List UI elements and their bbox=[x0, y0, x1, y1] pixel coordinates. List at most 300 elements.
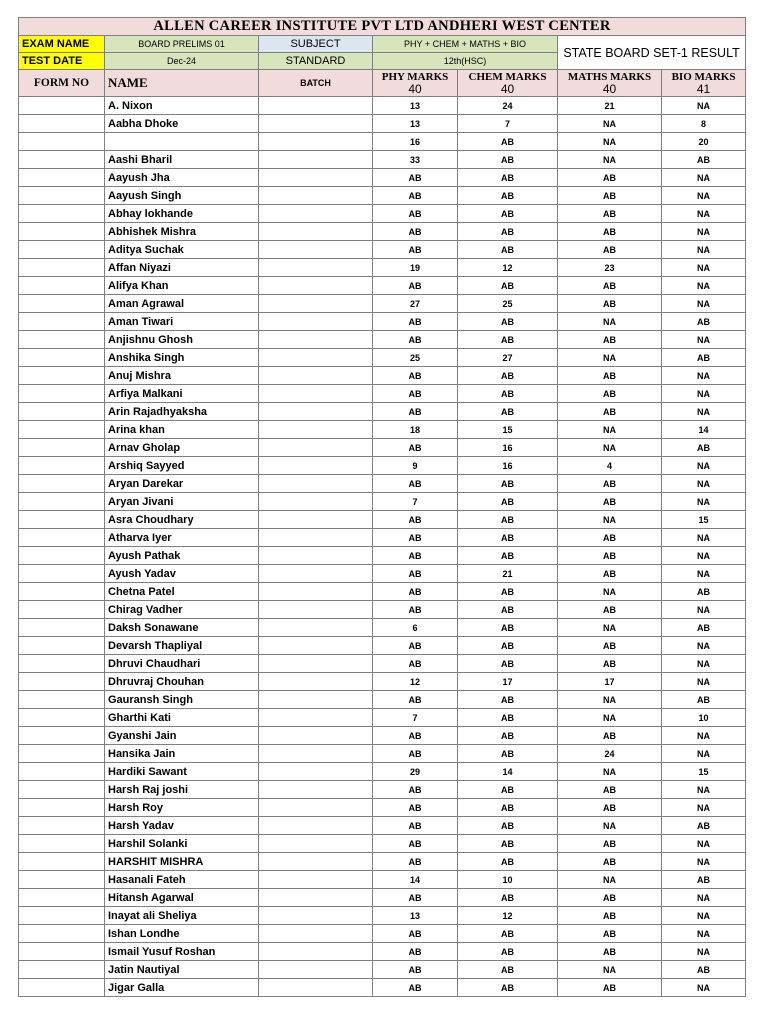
table-row bbox=[19, 637, 746, 655]
batch-cell bbox=[259, 799, 373, 817]
maths-marks: NA bbox=[558, 817, 662, 835]
student-name: Harsh Roy bbox=[105, 799, 259, 817]
table-row bbox=[19, 907, 746, 925]
maths-marks: NA bbox=[558, 691, 662, 709]
student-name: Hitansh Agarwal bbox=[105, 889, 259, 907]
bio-marks: NA bbox=[662, 295, 746, 313]
batch-cell bbox=[259, 745, 373, 763]
chem-marks: AB bbox=[458, 925, 558, 943]
form-no-cell bbox=[19, 385, 105, 403]
chem-marks: AB bbox=[458, 493, 558, 511]
chem-marks: AB bbox=[458, 835, 558, 853]
maths-marks: AB bbox=[558, 547, 662, 565]
student-name: Aryan Jivani bbox=[105, 493, 259, 511]
student-name: HARSHIT MISHRA bbox=[105, 853, 259, 871]
batch-cell bbox=[259, 331, 373, 349]
table-row bbox=[19, 961, 746, 979]
batch-cell bbox=[259, 313, 373, 331]
phy-header-label: PHY MARKS bbox=[381, 71, 449, 83]
chem-marks: AB bbox=[458, 781, 558, 799]
phy-marks: 9 bbox=[373, 457, 458, 475]
student-name: Aman Tiwari bbox=[105, 313, 259, 331]
batch-cell bbox=[259, 763, 373, 781]
chem-marks: AB bbox=[458, 169, 558, 187]
form-no-cell bbox=[19, 223, 105, 241]
bio-marks: AB bbox=[662, 439, 746, 457]
table-row bbox=[19, 403, 746, 421]
student-name: Gyanshi Jain bbox=[105, 727, 259, 745]
chem-marks: 16 bbox=[458, 439, 558, 457]
student-name: Hasanali Fateh bbox=[105, 871, 259, 889]
student-name: Ayush Yadav bbox=[105, 565, 259, 583]
bio-marks: AB bbox=[662, 961, 746, 979]
chem-marks: AB bbox=[458, 637, 558, 655]
form-no-cell bbox=[19, 187, 105, 205]
batch-cell bbox=[259, 403, 373, 421]
table-row bbox=[19, 655, 746, 673]
student-name: Aryan Darekar bbox=[105, 475, 259, 493]
maths-marks: NA bbox=[558, 511, 662, 529]
maths-marks: AB bbox=[558, 781, 662, 799]
student-name: Hardiki Sawant bbox=[105, 763, 259, 781]
batch-cell bbox=[259, 547, 373, 565]
student-name: Aashi Bharil bbox=[105, 151, 259, 169]
bio-marks: NA bbox=[662, 367, 746, 385]
batch-cell bbox=[259, 871, 373, 889]
maths-marks: NA bbox=[558, 709, 662, 727]
form-no-cell bbox=[19, 799, 105, 817]
chem-marks: 12 bbox=[458, 907, 558, 925]
form-no-cell bbox=[19, 439, 105, 457]
student-name: Aditya Suchak bbox=[105, 241, 259, 259]
chem-marks: 15 bbox=[458, 421, 558, 439]
bio-marks: NA bbox=[662, 403, 746, 421]
maths-marks: 23 bbox=[558, 259, 662, 277]
phy-marks: 7 bbox=[373, 709, 458, 727]
chem-marks: AB bbox=[458, 223, 558, 241]
batch-cell bbox=[259, 223, 373, 241]
chem-marks: AB bbox=[458, 367, 558, 385]
table-row bbox=[19, 781, 746, 799]
table-row bbox=[19, 295, 746, 313]
phy-max: 40 bbox=[408, 82, 422, 96]
student-name: Anjishnu Ghosh bbox=[105, 331, 259, 349]
batch-cell bbox=[259, 205, 373, 223]
phy-marks: AB bbox=[373, 637, 458, 655]
bio-marks: NA bbox=[662, 277, 746, 295]
chem-marks: AB bbox=[458, 745, 558, 763]
maths-marks: AB bbox=[558, 223, 662, 241]
phy-marks: AB bbox=[373, 403, 458, 421]
maths-marks: AB bbox=[558, 655, 662, 673]
maths-marks: AB bbox=[558, 637, 662, 655]
maths-marks: AB bbox=[558, 907, 662, 925]
batch-cell bbox=[259, 853, 373, 871]
student-name: Gharthi Kati bbox=[105, 709, 259, 727]
student-name: Ayush Pathak bbox=[105, 547, 259, 565]
table-row bbox=[19, 691, 746, 709]
form-no-cell bbox=[19, 619, 105, 637]
chem-marks: 17 bbox=[458, 673, 558, 691]
maths-marks: AB bbox=[558, 277, 662, 295]
phy-marks: AB bbox=[373, 187, 458, 205]
table-row bbox=[19, 871, 746, 889]
form-no-cell bbox=[19, 151, 105, 169]
batch-cell bbox=[259, 493, 373, 511]
table-row bbox=[19, 511, 746, 529]
phy-marks: AB bbox=[373, 547, 458, 565]
maths-marks: AB bbox=[558, 925, 662, 943]
test-date-value: Dec-24 bbox=[105, 53, 259, 70]
form-no-cell bbox=[19, 745, 105, 763]
bio-marks: NA bbox=[662, 745, 746, 763]
student-name: Devarsh Thapliyal bbox=[105, 637, 259, 655]
bio-marks: AB bbox=[662, 817, 746, 835]
batch-cell bbox=[259, 889, 373, 907]
phy-marks: AB bbox=[373, 727, 458, 745]
student-name: Asra Choudhary bbox=[105, 511, 259, 529]
form-no-cell bbox=[19, 475, 105, 493]
maths-header-label: MATHS MARKS bbox=[567, 71, 652, 83]
form-no-cell bbox=[19, 979, 105, 997]
test-date-label: TEST DATE bbox=[19, 53, 105, 70]
batch-cell bbox=[259, 727, 373, 745]
table-row bbox=[19, 97, 746, 115]
student-name: Chirag Vadher bbox=[105, 601, 259, 619]
form-no-cell bbox=[19, 565, 105, 583]
form-no-cell bbox=[19, 133, 105, 151]
bio-marks: 8 bbox=[662, 115, 746, 133]
batch-cell bbox=[259, 421, 373, 439]
phy-marks: AB bbox=[373, 781, 458, 799]
bio-header-label: BIO MARKS bbox=[671, 71, 736, 83]
table-row bbox=[19, 259, 746, 277]
result-table bbox=[18, 17, 746, 997]
student-name: Abhishek Mishra bbox=[105, 223, 259, 241]
maths-marks: AB bbox=[558, 241, 662, 259]
batch-cell bbox=[259, 979, 373, 997]
student-name: Arfiya Malkani bbox=[105, 385, 259, 403]
phy-marks: AB bbox=[373, 835, 458, 853]
exam-name-label: EXAM NAME bbox=[19, 36, 105, 53]
batch-cell bbox=[259, 367, 373, 385]
form-no-cell bbox=[19, 655, 105, 673]
maths-marks: AB bbox=[558, 493, 662, 511]
maths-marks: NA bbox=[558, 115, 662, 133]
student-name: Arin Rajadhyaksha bbox=[105, 403, 259, 421]
batch-cell bbox=[259, 457, 373, 475]
form-no-cell bbox=[19, 421, 105, 439]
batch-header: BATCH bbox=[259, 70, 373, 97]
maths-marks: AB bbox=[558, 853, 662, 871]
phy-marks: AB bbox=[373, 313, 458, 331]
phy-marks: AB bbox=[373, 367, 458, 385]
batch-cell bbox=[259, 925, 373, 943]
table-row bbox=[19, 565, 746, 583]
table-row bbox=[19, 745, 746, 763]
bio-marks: NA bbox=[662, 979, 746, 997]
bio-marks: NA bbox=[662, 457, 746, 475]
phy-marks: AB bbox=[373, 889, 458, 907]
maths-max: 40 bbox=[602, 82, 617, 96]
batch-cell bbox=[259, 835, 373, 853]
phy-header bbox=[373, 70, 458, 97]
chem-marks: AB bbox=[458, 961, 558, 979]
form-no-cell bbox=[19, 583, 105, 601]
form-no-cell bbox=[19, 205, 105, 223]
table-row bbox=[19, 349, 746, 367]
bio-marks: NA bbox=[662, 637, 746, 655]
bio-marks: NA bbox=[662, 547, 746, 565]
student-name: Abhay lokhande bbox=[105, 205, 259, 223]
table-row bbox=[19, 457, 746, 475]
phy-marks: AB bbox=[373, 439, 458, 457]
chem-marks: 24 bbox=[458, 97, 558, 115]
bio-marks: NA bbox=[662, 331, 746, 349]
maths-marks: AB bbox=[558, 187, 662, 205]
table-row bbox=[19, 727, 746, 745]
batch-cell bbox=[259, 601, 373, 619]
phy-marks: 29 bbox=[373, 763, 458, 781]
maths-marks: AB bbox=[558, 979, 662, 997]
phy-marks: AB bbox=[373, 223, 458, 241]
bio-marks: NA bbox=[662, 187, 746, 205]
student-name: Aabha Dhoke bbox=[105, 115, 259, 133]
bio-marks: NA bbox=[662, 565, 746, 583]
form-no-cell bbox=[19, 277, 105, 295]
table-row bbox=[19, 205, 746, 223]
chem-marks: AB bbox=[458, 403, 558, 421]
bio-marks: 15 bbox=[662, 763, 746, 781]
form-no-cell bbox=[19, 961, 105, 979]
phy-marks: AB bbox=[373, 169, 458, 187]
phy-marks: 33 bbox=[373, 151, 458, 169]
chem-marks: AB bbox=[458, 709, 558, 727]
phy-marks: AB bbox=[373, 961, 458, 979]
bio-marks: AB bbox=[662, 313, 746, 331]
maths-marks: 21 bbox=[558, 97, 662, 115]
form-no-cell bbox=[19, 547, 105, 565]
student-name: Harsh Yadav bbox=[105, 817, 259, 835]
form-no-cell bbox=[19, 673, 105, 691]
form-no-cell bbox=[19, 835, 105, 853]
maths-marks: NA bbox=[558, 871, 662, 889]
form-no-cell bbox=[19, 97, 105, 115]
table-row bbox=[19, 439, 746, 457]
student-name: Harsh Raj joshi bbox=[105, 781, 259, 799]
maths-marks: AB bbox=[558, 889, 662, 907]
phy-marks: 12 bbox=[373, 673, 458, 691]
chem-marks: 25 bbox=[458, 295, 558, 313]
maths-marks: AB bbox=[558, 385, 662, 403]
name-header: NAME bbox=[105, 70, 259, 97]
bio-marks: NA bbox=[662, 799, 746, 817]
bio-marks: AB bbox=[662, 871, 746, 889]
table-row bbox=[19, 817, 746, 835]
bio-marks: NA bbox=[662, 241, 746, 259]
form-no-cell bbox=[19, 781, 105, 799]
phy-marks: 16 bbox=[373, 133, 458, 151]
student-name: Aman Agrawal bbox=[105, 295, 259, 313]
maths-marks: AB bbox=[558, 403, 662, 421]
form-no-cell bbox=[19, 637, 105, 655]
table-row bbox=[19, 151, 746, 169]
bio-marks: NA bbox=[662, 475, 746, 493]
batch-cell bbox=[259, 583, 373, 601]
chem-marks: AB bbox=[458, 205, 558, 223]
standard-value: 12th(HSC) bbox=[373, 53, 558, 70]
chem-marks: AB bbox=[458, 313, 558, 331]
maths-marks: AB bbox=[558, 799, 662, 817]
bio-marks: AB bbox=[662, 691, 746, 709]
form-no-cell bbox=[19, 493, 105, 511]
bio-marks: AB bbox=[662, 151, 746, 169]
chem-marks: AB bbox=[458, 529, 558, 547]
phy-marks: AB bbox=[373, 655, 458, 673]
table-row bbox=[19, 277, 746, 295]
maths-marks: AB bbox=[558, 295, 662, 313]
maths-marks: NA bbox=[558, 619, 662, 637]
table-row bbox=[19, 943, 746, 961]
table-row bbox=[19, 601, 746, 619]
chem-marks: AB bbox=[458, 889, 558, 907]
phy-marks: AB bbox=[373, 601, 458, 619]
batch-cell bbox=[259, 295, 373, 313]
bio-marks: NA bbox=[662, 781, 746, 799]
batch-cell bbox=[259, 565, 373, 583]
chem-marks: AB bbox=[458, 853, 558, 871]
batch-cell bbox=[259, 709, 373, 727]
batch-cell bbox=[259, 133, 373, 151]
batch-cell bbox=[259, 655, 373, 673]
chem-marks: AB bbox=[458, 133, 558, 151]
phy-marks: AB bbox=[373, 241, 458, 259]
table-row bbox=[19, 331, 746, 349]
batch-cell bbox=[259, 691, 373, 709]
student-name: Inayat ali Sheliya bbox=[105, 907, 259, 925]
exam-name-value: BOARD PRELIMS 01 bbox=[105, 36, 259, 53]
maths-marks: AB bbox=[558, 529, 662, 547]
batch-cell bbox=[259, 385, 373, 403]
maths-marks: NA bbox=[558, 583, 662, 601]
chem-header-label: CHEM MARKS bbox=[468, 71, 547, 83]
table-row bbox=[19, 979, 746, 997]
chem-marks: 7 bbox=[458, 115, 558, 133]
student-name: Aayush Jha bbox=[105, 169, 259, 187]
batch-cell bbox=[259, 673, 373, 691]
chem-marks: AB bbox=[458, 187, 558, 205]
batch-cell bbox=[259, 511, 373, 529]
student-name: Anuj Mishra bbox=[105, 367, 259, 385]
batch-cell bbox=[259, 961, 373, 979]
table-row bbox=[19, 169, 746, 187]
chem-marks: AB bbox=[458, 619, 558, 637]
bio-marks: 10 bbox=[662, 709, 746, 727]
table-row bbox=[19, 547, 746, 565]
table-row bbox=[19, 853, 746, 871]
chem-marks: AB bbox=[458, 385, 558, 403]
subject-value: PHY + CHEM + MATHS + BIO bbox=[373, 36, 558, 53]
chem-marks: AB bbox=[458, 817, 558, 835]
batch-cell bbox=[259, 817, 373, 835]
phy-marks: 6 bbox=[373, 619, 458, 637]
bio-marks: NA bbox=[662, 529, 746, 547]
table-row bbox=[19, 925, 746, 943]
batch-cell bbox=[259, 187, 373, 205]
bio-marks: AB bbox=[662, 349, 746, 367]
chem-marks: 16 bbox=[458, 457, 558, 475]
student-name: Ishan Londhe bbox=[105, 925, 259, 943]
student-name: Ismail Yusuf Roshan bbox=[105, 943, 259, 961]
batch-cell bbox=[259, 97, 373, 115]
phy-marks: AB bbox=[373, 853, 458, 871]
chem-marks: AB bbox=[458, 547, 558, 565]
bio-marks: NA bbox=[662, 493, 746, 511]
phy-marks: AB bbox=[373, 205, 458, 223]
batch-cell bbox=[259, 637, 373, 655]
chem-marks: AB bbox=[458, 943, 558, 961]
bio-marks: NA bbox=[662, 601, 746, 619]
batch-cell bbox=[259, 115, 373, 133]
batch-cell bbox=[259, 943, 373, 961]
form-no-cell bbox=[19, 313, 105, 331]
batch-cell bbox=[259, 151, 373, 169]
student-name: Dhruvi Chaudhari bbox=[105, 655, 259, 673]
student-name: Affan Niyazi bbox=[105, 259, 259, 277]
chem-marks: 12 bbox=[458, 259, 558, 277]
form-no-cell bbox=[19, 925, 105, 943]
chem-header bbox=[458, 70, 558, 97]
student-name: Aayush Singh bbox=[105, 187, 259, 205]
maths-marks: AB bbox=[558, 727, 662, 745]
table-row bbox=[19, 709, 746, 727]
sheet-title: ALLEN CAREER INSTITUTE PVT LTD ANDHERI WEST CENTER bbox=[19, 18, 746, 36]
batch-cell bbox=[259, 907, 373, 925]
form-no-cell bbox=[19, 943, 105, 961]
batch-cell bbox=[259, 781, 373, 799]
maths-marks: AB bbox=[558, 331, 662, 349]
form-no-cell bbox=[19, 259, 105, 277]
phy-marks: AB bbox=[373, 817, 458, 835]
maths-marks: NA bbox=[558, 151, 662, 169]
maths-marks: 17 bbox=[558, 673, 662, 691]
table-row bbox=[19, 673, 746, 691]
phy-marks: AB bbox=[373, 385, 458, 403]
student-name: Gauransh Singh bbox=[105, 691, 259, 709]
chem-marks: 27 bbox=[458, 349, 558, 367]
student-name: Dhruvraj Chouhan bbox=[105, 673, 259, 691]
form-no-cell bbox=[19, 763, 105, 781]
phy-marks: 25 bbox=[373, 349, 458, 367]
batch-cell bbox=[259, 439, 373, 457]
bio-marks: NA bbox=[662, 727, 746, 745]
table-row bbox=[19, 619, 746, 637]
table-row bbox=[19, 223, 746, 241]
table-row bbox=[19, 799, 746, 817]
student-name: Chetna Patel bbox=[105, 583, 259, 601]
chem-marks: AB bbox=[458, 511, 558, 529]
maths-marks: AB bbox=[558, 943, 662, 961]
phy-marks: AB bbox=[373, 979, 458, 997]
maths-marks: NA bbox=[558, 313, 662, 331]
bio-marks: NA bbox=[662, 835, 746, 853]
bio-marks: AB bbox=[662, 583, 746, 601]
table-row bbox=[19, 475, 746, 493]
batch-cell bbox=[259, 619, 373, 637]
bio-marks: NA bbox=[662, 907, 746, 925]
maths-marks: NA bbox=[558, 349, 662, 367]
phy-marks: AB bbox=[373, 925, 458, 943]
